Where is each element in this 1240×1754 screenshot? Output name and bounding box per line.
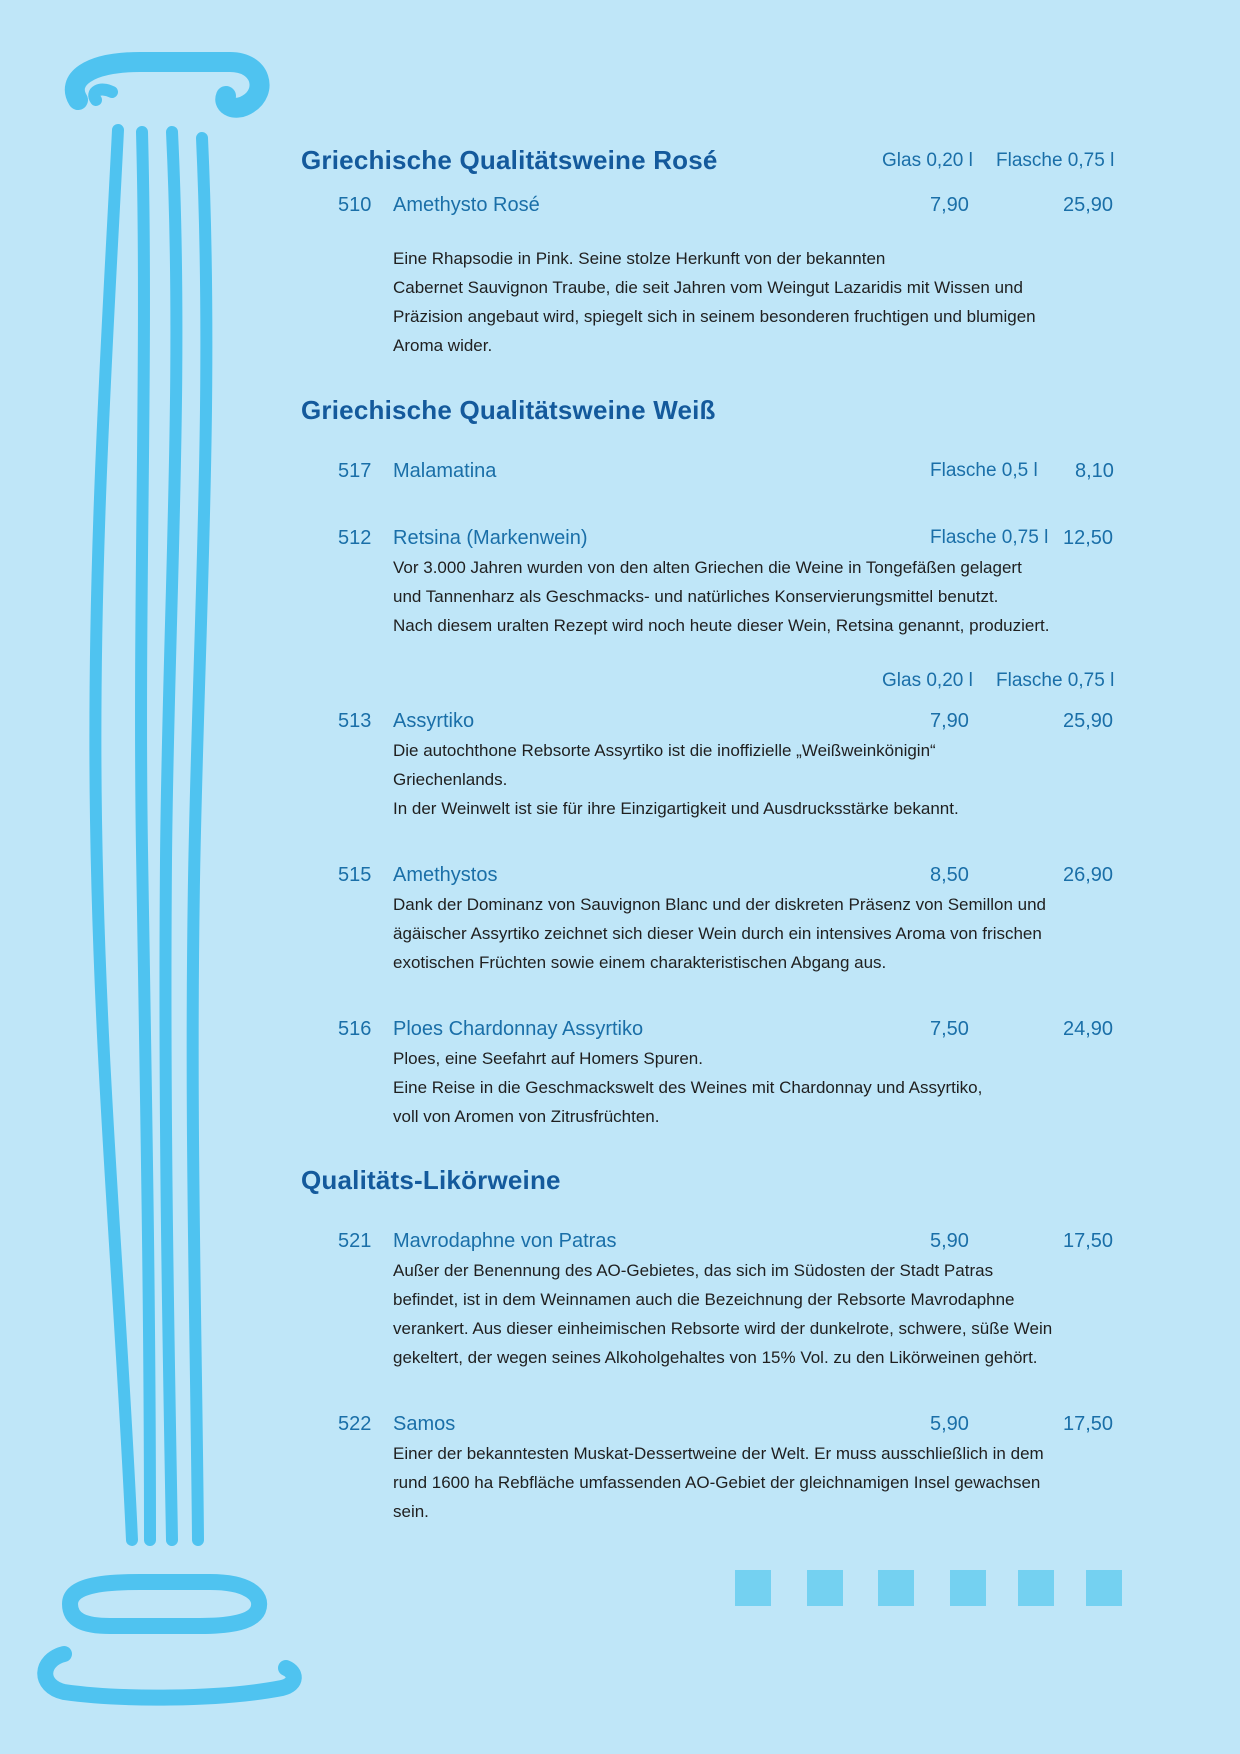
item-number: 516 — [338, 1018, 372, 1040]
square-icon — [950, 1570, 986, 1606]
item-name: Amethystos — [393, 864, 498, 886]
glass-price: 7,90 — [930, 194, 969, 216]
item-name: Assyrtiko — [393, 710, 475, 732]
item-description: Eine Rhapsodie in Pink. Seine stolze Herkunft von der bekannten Cabernet Sauvignon Traube, die seit Jahren vom Weingut Lazaridis mit Wissen und Präzision angebaut wird, spiegelt sich in seinem besonderen fruchtigen und blumigen Aroma wider. — [393, 249, 1036, 355]
glass-price: 5,90 — [930, 1230, 969, 1252]
item-number: 513 — [338, 710, 372, 732]
bottle-price: 25,90 — [1063, 194, 1114, 216]
item-name: Malamatina — [393, 460, 497, 482]
greek-column-icon — [0, 0, 320, 1754]
square-icon — [1086, 1570, 1122, 1606]
bottle-price: 25,90 — [1063, 710, 1114, 732]
item-description: Einer der bekanntesten Muskat-Dessertweine der Welt. Er muss ausschließlich in dem rund 1600 ha Rebfläche umfassenden AO-Gebiet der gleichnamigen Insel gewachsen sein. — [393, 1444, 1044, 1521]
column-header-bottle: Flasche 0,75 l — [996, 670, 1115, 691]
column-header-glass: Glas 0,20 l — [882, 150, 973, 171]
square-icon — [807, 1570, 843, 1606]
item-name: Samos — [393, 1413, 456, 1435]
glass-price: 5,90 — [930, 1413, 969, 1435]
item-unit: Flasche 0,5 l — [930, 460, 1038, 481]
item-name: Retsina (Markenwein) — [393, 527, 588, 549]
item-price: 8,10 — [1075, 460, 1114, 482]
item-number: 512 — [338, 527, 372, 549]
glass-price: 7,90 — [930, 710, 969, 732]
bottle-price: 17,50 — [1063, 1230, 1114, 1252]
bottle-price: 26,90 — [1063, 864, 1114, 886]
item-number: 522 — [338, 1413, 372, 1435]
column-header-glass: Glas 0,20 l — [882, 670, 973, 691]
item-price: 12,50 — [1063, 527, 1114, 549]
section-title-rose: Griechische Qualitätsweine Rosé — [301, 145, 718, 175]
item-description: Dank der Dominanz von Sauvignon Blanc und der diskreten Präsenz von Semillon und ägäischer Assyrtiko zeichnet sich dieser Wein durch ein intensives Aroma von frischen exotischen Früchten sowie einem charakteristischen Abgang aus. — [393, 895, 1046, 972]
bottle-price: 17,50 — [1063, 1413, 1114, 1435]
item-name: Ploes Chardonnay Assyrtiko — [393, 1018, 644, 1040]
item-number: 517 — [338, 460, 372, 482]
item-unit: Flasche 0,75 l — [930, 527, 1049, 548]
item-description: Die autochthone Rebsorte Assyrtiko ist die inoffizielle „Weißweinkönigin“ Griechenlands. In der Weinwelt ist sie für ihre Einzigartigkeit und Ausdrucksstärke bekannt. — [393, 741, 959, 818]
glass-price: 8,50 — [930, 864, 969, 886]
square-icon — [878, 1570, 914, 1606]
item-number: 521 — [338, 1230, 372, 1252]
item-number: 510 — [338, 194, 372, 216]
section-title-liqueur: Qualitäts-Likörweine — [301, 1165, 561, 1195]
item-name: Mavrodaphne von Patras — [393, 1230, 617, 1252]
bottle-price: 24,90 — [1063, 1018, 1114, 1040]
section-title-white: Griechische Qualitätsweine Weiß — [301, 395, 716, 425]
square-icon — [735, 1570, 771, 1606]
item-description: Ploes, eine Seefahrt auf Homers Spuren. Eine Reise in die Geschmackswelt des Weines mit Chardonnay und Assyrtiko, voll von Aromen von Zitrusfrüchten. — [393, 1049, 983, 1126]
glass-price: 7,50 — [930, 1018, 969, 1040]
item-number: 515 — [338, 864, 372, 886]
column-header-bottle: Flasche 0,75 l — [996, 150, 1115, 171]
square-icon — [1018, 1570, 1054, 1606]
item-description: Außer der Benennung des AO-Gebietes, das sich im Südosten der Stadt Patras befindet, ist in dem Weinnamen auch die Bezeichnung der Rebsorte Mavrodaphne verankert. Aus dieser einheimischen Rebsorte wird der dunkelrote, schwere, süße Wein gekeltert, der wegen seines Alkoholgehaltes von 15% Vol. zu den Likörweinen gehört. — [393, 1261, 1053, 1367]
item-description: Vor 3.000 Jahren wurden von den alten Griechen die Weine in Tongefäßen gelagert und Tannenharz als Geschmacks- und natürliches Konservierungsmittel benutzt. Nach diesem uralten Rezept wird noch heute dieser Wein, Retsina genannt, produziert. — [393, 558, 1050, 635]
item-name: Amethysto Rosé — [393, 194, 540, 216]
